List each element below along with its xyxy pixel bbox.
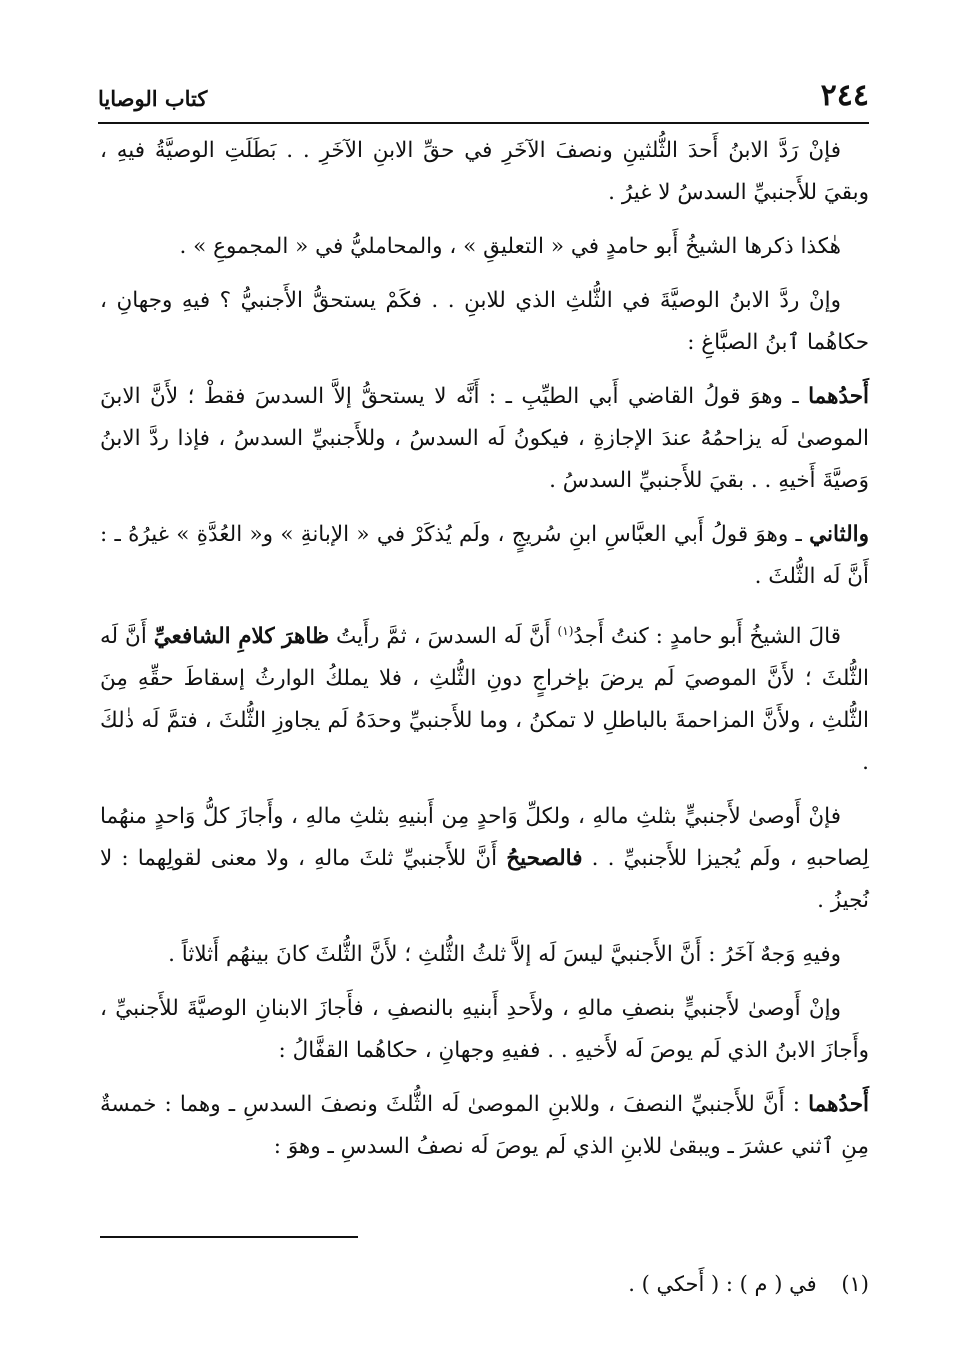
paragraph-text: أَنَّ للأَجنبيِّ ثلثَ مالهِ ، ولا معنى لقولِهما : لا نُجيزُ .	[100, 846, 869, 914]
footnote-reference[interactable]: (١)	[557, 624, 574, 638]
paragraph-lead: أَحدُهما	[808, 1092, 869, 1118]
paragraph-text: هٰكذا ذكرها الشيخُ أَبو حامدٍ في « التعليقِ » ، والمحامليُّ في « المجموعِ » .	[179, 234, 841, 259]
paragraph-lead: أَحدُهما	[808, 384, 869, 409]
paragraph-text: وإنْ ردَّ الابنُ الوصيَّةَ في الثُّلثِ الذي للابنِ . . فكَمْ يستحقُّ الأَجنبيُّ ؟ فيهِ وجهانِ ، حكاهُما ٱبنُ الصبَّاغِ :	[100, 288, 869, 355]
paragraph-7	[100, 796, 869, 922]
paragraph-lead: والثاني	[809, 522, 869, 547]
paragraph-text: فإنْ أَوصىٰ لأَجنبيٍّ بثلثِ مالهِ ، ولكلِّ وَاحدٍ مِن أَبنيهِ بثلثِ مالهِ ، وأَجازَ كلُّ وَاحدٍ منهُما لِصاحبهِ ، ولَم يُجيزا للأَجنبيِّ . .	[100, 804, 869, 872]
paragraph-3	[100, 280, 869, 364]
paragraph-5	[100, 514, 869, 598]
paragraph-6	[100, 610, 869, 784]
paragraph-2	[100, 226, 869, 268]
paragraph-text: : أَنَّ للأَجنبيِّ النصفَ ، وللابنِ الموصىٰ لَه الثُّلثَ ونصفَ السدسِ ـ وهما : خمسةٌ مِنِ ٱثني عشرَ ـ ويبقىٰ للابنِ الذي لَم يوصَ لَه نصفُ السدسِ ـ وهوَ :	[100, 1092, 869, 1160]
paragraph-8	[100, 934, 869, 976]
paragraph-9	[100, 988, 869, 1072]
paragraph-text: فإنْ رَدَّ الابنُ أَحدَ الثُّلثينِ ونصفَ الآخَرِ في حقِّ الابنِ الآخَرِ . . بَطَلَتِ الوصيَّةُ فيهِ ، وبقيَ للأَجنبيِّ السدسُ لا غيرُ .	[100, 138, 869, 205]
running-title: كتاب الوصايا	[98, 86, 208, 111]
footnote-text: في ( م ) : ( أَحكي ) .	[628, 1272, 817, 1296]
paragraph-text: أَنَّ لَه الثُّلثَ ؛ لأَنَّ الموصيَ لَم يرضَ بإخراجٍ دونِ الثُّلثِ ، فلا يملكُ الوارثُ إسقاطَ حقِّهِ مِنَ الثُّلثِ ، ولأَنَّ المزاحمةَ بالباطلِ لا تمكنُ ، وما للأَجنبيِّ وحدَهُ لَم يجاوزِ الثُّلثَ ، فتمَّ لَه ذٰلكَ .	[100, 624, 869, 776]
paragraph-1	[100, 130, 869, 214]
paragraph-text: ـ وهوَ قولُ القاضي أَبي الطيِّبِ ـ : أَنَّه لا يستحقُّ إلاَّ السدسَ فقطْ ؛ لأَنَّ الابنَ الموصىٰ لَه يزاحمُهُ عندَ الإجازةِ ، فيكونُ لَه السدسُ ، وللأَجنبيِّ السدسُ ، فإذا ردَّ الابنُ وَصيَّةَ أَخيهِ . . بقيَ للأَجنبيِّ السدسُ .	[100, 384, 869, 493]
main-text	[100, 130, 869, 1180]
page-number: ٢٤٤	[820, 78, 869, 113]
paragraph-10	[100, 1084, 869, 1168]
page-header	[98, 76, 869, 124]
paragraph-bold: ظاهرَ كلامِ الشافعيِّ	[153, 624, 330, 650]
footnote	[100, 1268, 869, 1300]
paragraph-text: ـ وهوَ قولُ أَبي العبَّاسِ ابنِ سُريجٍ ، ولَم يُذكَرْ في « الإبانةِ » و« العُدَّةِ » غيرُهُ ـ : أَنَّ لَه الثُّلثَ .	[100, 522, 869, 589]
paragraph-text: قالَ الشيخُ أَبو حامدٍ : كنتُ أَجدُ	[573, 624, 841, 650]
paragraph-bold: فالصحيحُ	[506, 846, 583, 872]
paragraph-text: أَنَّ لَه السدسَ ، ثمَّ رأَيتُ	[329, 624, 558, 650]
footnote-number: (١)	[841, 1272, 869, 1296]
paragraph-text: وفيهِ وَجهٌ آخَرُ : أَنَّ الأَجنبيَّ ليسَ لَه إلاَّ ثلثُ الثُّلثِ ؛ لأَنَّ الثُّلثَ كانَ بينهُم أَثلاثاً .	[168, 942, 841, 968]
footnote-divider	[100, 1236, 358, 1238]
paragraph-text: وإنْ أَوصىٰ لأَجنبيٍّ بنصفِ مالهِ ، ولأَحدِ أَبنيهِ بالنصفِ ، فأَجازَ الابنانِ الوصيَّةَ للأَجنبيِّ ، وأَجازَ الابنُ الذي لَم يوصَ لَه لأَخيهِ . . ففيهِ وجهانِ ، حكاهُما القفَّالُ :	[100, 996, 869, 1064]
paragraph-4	[100, 376, 869, 502]
